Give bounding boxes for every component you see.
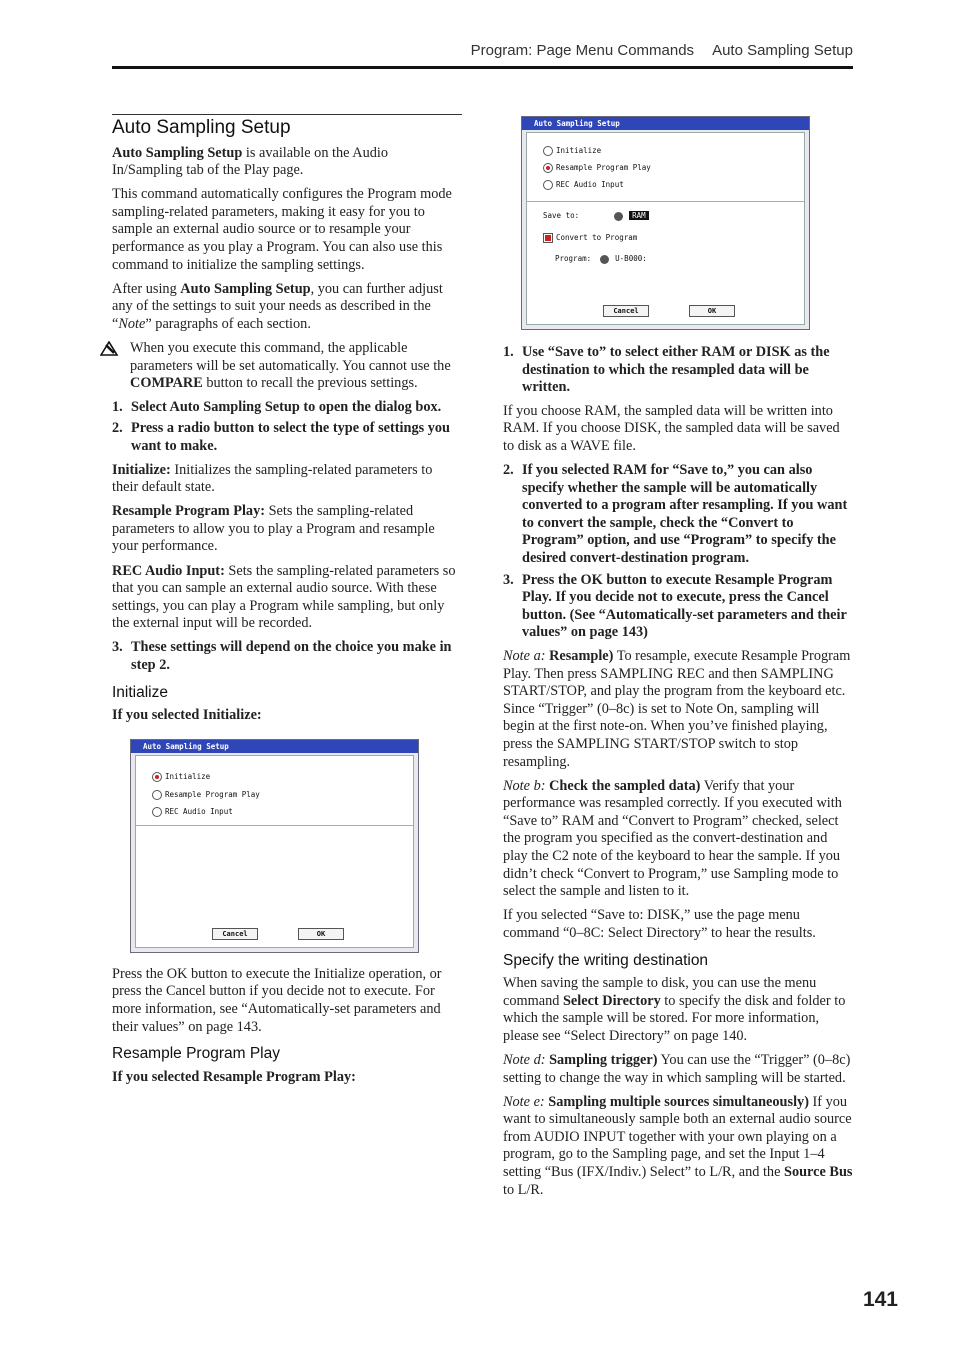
note-e: Note e: Sampling multiple sources simultaneously) If you want to simultaneously sample both an external audio source from AUDIO INPUT together with your own playing on a program, go to the Sampling page, and set the Input 1–4 setting “Bus (IFX/Indiv.) Select” to L/R, and the Source Bus to L/R.: [503, 1093, 853, 1198]
right-steps-1: [503, 344, 853, 397]
section-rule: [112, 114, 462, 115]
note-a: Note a: Resample) To resample, execute Resample Program Play. Then press SAMPLING REC and then SAMPLING START/STOP, and play the program from the keyboard etc. Since “Trigger” (0–8c) is set to Note On, sampling will begin at the first note-on. When you’ve finished playing, press the SAMPLING START/STOP switch to stop resampling.: [503, 648, 851, 770]
header-rule: [112, 66, 853, 69]
dialog-title: Auto Sampling Setup: [131, 740, 418, 753]
dialog-title-2: Auto Sampling Setup: [522, 117, 809, 130]
radio-initialize-2[interactable]: Initialize: [543, 146, 601, 156]
page-number: 141: [862, 1288, 898, 1311]
radio-rec-audio-input-2[interactable]: REC Audio Input: [543, 180, 624, 190]
right-step-2: 2. If you selected RAM for “Save to,” you can also specify whether the sample will be automatically converted to a program after resampling. If you want to convert the sample, check the “Convert to Program” option, and use “Program” to specify the desired convert-destination program.: [503, 462, 848, 567]
step-2: 2. Press a radio button to select the type of settings you want to make.: [112, 420, 451, 454]
after-initialize-paragraph: Press the OK button to execute the Initialize operation, or press the Cancel button if you decide not to execute. For more information, see “Automatically-set parameters and their values” on page 143.: [112, 965, 442, 1035]
right-step-3: 3. Press the OK button to execute Resample Program Play. If you decide not to execute, press the Cancel button. (See “Automatically-set parameters and their values” on page 143): [503, 571, 847, 641]
destination-paragraph: When saving the sample to disk, you can use the menu command Select Directory to specify the disk and folder to which the sample will be stored. For more information, please see “Select Directory” on page 140.: [503, 975, 846, 1044]
radio-resample-program-play[interactable]: Resample Program Play: [152, 786, 260, 804]
note-b: Note b: Check the sampled data) Verify that your performance was resampled correctly. If you executed with “Save to” RAM and “Convert to Program” checked, select the program you specified as the convert-destination and play the C2 note of the keyboard to hear the sample. If you didn’t check “Convert to Program,” use Sampling mode to select the sample and listen to it.: [503, 777, 842, 900]
description-paragraph: This command automatically configures the Program mode sampling-related parameters, making it easy for you to sample an external audio source or to resample your performance as you play a Program. You can also use this command to initialize the sampling settings.: [112, 186, 452, 273]
popup-arrow-icon: [614, 212, 623, 221]
cancel-button[interactable]: Cancel: [212, 928, 258, 940]
header-section: Program: Page Menu Commands: [470, 42, 695, 59]
right-steps-2: [503, 462, 853, 642]
save-to-value: RAM: [629, 211, 649, 220]
step-3: 3. These settings will depend on the choice you make in step 2.: [112, 639, 452, 674]
header-topic: Auto Sampling Setup: [712, 42, 853, 59]
running-header: [471, 42, 853, 59]
warning-note: When you execute this command, the applicable parameters will be set automatically. You cannot use the COMPARE button to recall the previous settings.: [112, 340, 462, 393]
ok-button-2[interactable]: OK: [689, 305, 735, 317]
cancel-button-2[interactable]: Cancel: [603, 305, 649, 317]
if-initialize: If you selected Initialize:: [112, 707, 262, 724]
convert-to-program-checkbox[interactable]: Convert to Program: [543, 233, 637, 243]
after-paragraph: After using Auto Sampling Setup, you can further adjust any of the settings to suit your needs as described in the “Note” paragraphs of each section.: [112, 280, 443, 332]
resample-dialog-screenshot: [521, 116, 810, 330]
radio-rec-audio-input[interactable]: REC Audio Input: [152, 803, 233, 821]
ram-paragraph: If you choose RAM, the sampled data will be written into RAM. If you choose DISK, the sampled data will be saved to disk as a WAVE file.: [503, 402, 840, 454]
popup-arrow-icon-2: [600, 255, 609, 264]
left-column: [112, 114, 462, 1093]
resample-heading: Resample Program Play: [112, 1045, 280, 1063]
disk-paragraph: If you selected “Save to: DISK,” use the page menu command “0–8C: Select Directory” to hear the results.: [503, 907, 816, 941]
initialize-heading: Initialize: [112, 683, 168, 701]
program-field[interactable]: Program: U-B000:: [555, 254, 647, 263]
destination-heading: Specify the writing destination: [503, 951, 709, 969]
warning-icon: [100, 341, 120, 362]
step-1: 1. Select Auto Sampling Setup to open the dialog box.: [112, 398, 442, 415]
initialize-dialog-screenshot: [130, 739, 419, 953]
right-step-1: 1. Use “Save to” to select either RAM or DISK as the destination to which the resampled data will be written.: [503, 344, 830, 396]
intro-paragraph: Auto Sampling Setup is available on the Audio In/Sampling tab of the Play page.: [112, 144, 389, 179]
checkbox-icon: [543, 233, 553, 243]
ok-button[interactable]: OK: [298, 928, 344, 940]
steps-list: [112, 399, 462, 456]
right-column: [503, 344, 853, 1206]
radio-initialize[interactable]: Initialize: [152, 768, 210, 786]
section-title: Auto Sampling Setup: [112, 117, 291, 138]
save-to-field[interactable]: Save to: RAM: [543, 211, 649, 221]
steps-list-2: [112, 639, 462, 674]
rec-definition: REC Audio Input: Sets the sampling-related parameters so that you can sample an external audio source. With these settings, you can play a Program while sampling, but only the external input will be recorded.: [112, 562, 456, 632]
if-resample: If you selected Resample Program Play:: [112, 1068, 356, 1085]
radio-resample-program-play-2[interactable]: Resample Program Play: [543, 163, 651, 173]
initialize-definition: Initialize: Initializes the sampling-related parameters to their default state.: [112, 461, 433, 496]
note-d: Note d: Sampling trigger) You can use the “Trigger” (0–8c) setting to change the way in which sampling will be started.: [503, 1051, 851, 1086]
resample-definition: Resample Program Play: Sets the sampling-related parameters to allow you to play a Program and resample your performance.: [112, 503, 435, 555]
